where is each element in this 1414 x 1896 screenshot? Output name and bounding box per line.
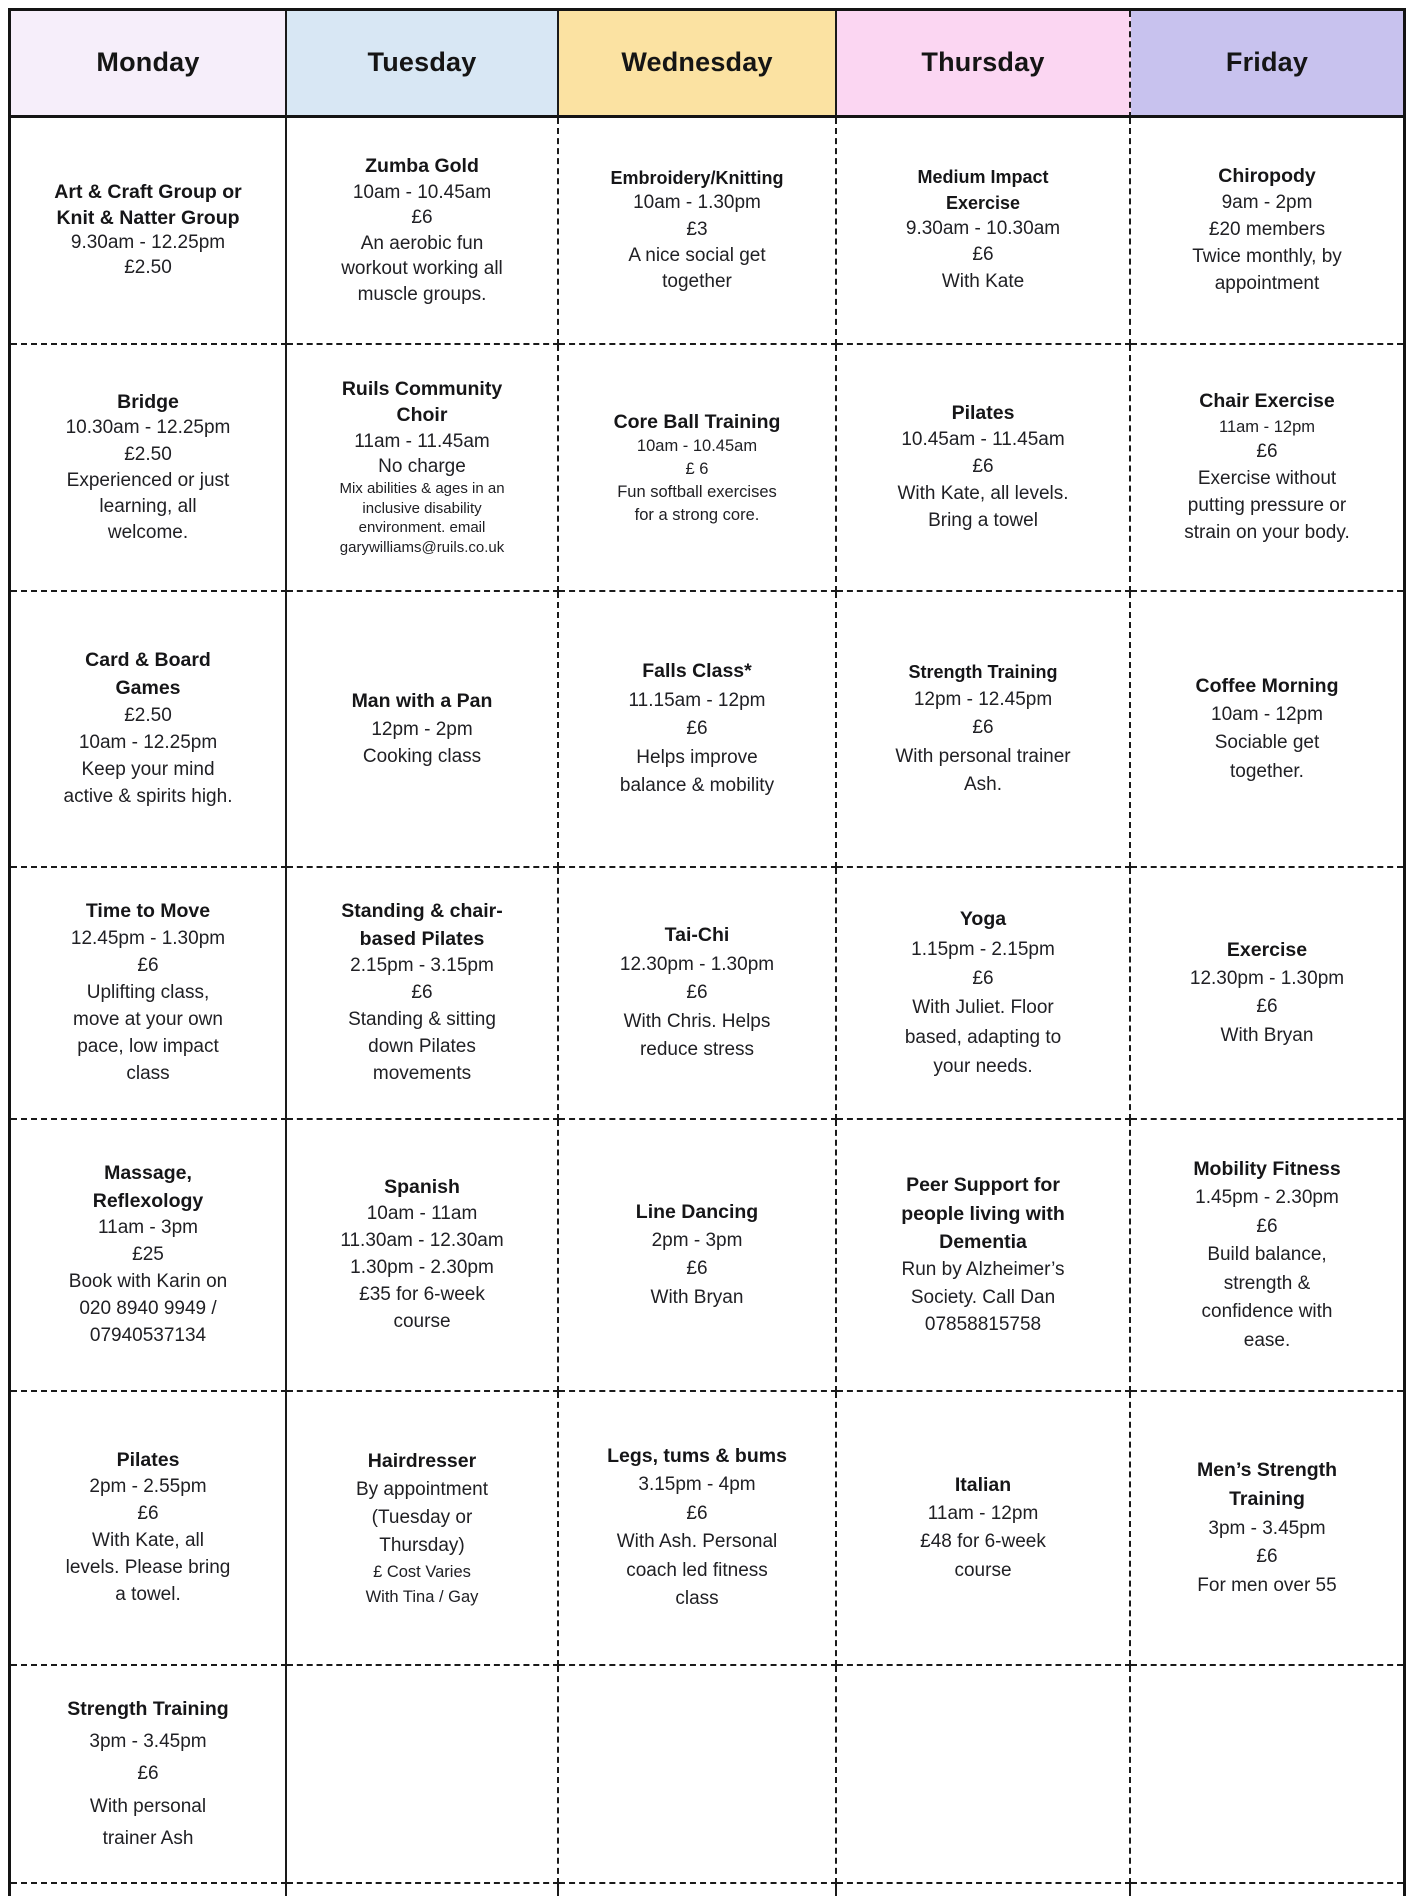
text-line: Strength Training: [908, 661, 1058, 682]
cell-monday-row6: [11, 1392, 287, 1666]
text-line: £6: [686, 982, 708, 1004]
text-line: £6: [137, 954, 159, 976]
text-line: 2.15pm - 3.15pm: [350, 955, 494, 977]
text-line: Dementia: [939, 1230, 1027, 1253]
text-line: £6: [1256, 1546, 1278, 1567]
text-line: £6: [137, 1503, 159, 1525]
text-line: putting pressure or: [1187, 495, 1347, 517]
text-line: £6: [411, 207, 433, 229]
cell-wednesday-clipped: [559, 1884, 837, 1896]
text-line: for a strong core.: [634, 505, 760, 524]
cell-thursday-clipped: [837, 1884, 1131, 1896]
text-line: Chair Exercise: [1199, 390, 1335, 412]
text-line: 3.15pm - 4pm: [638, 1474, 756, 1496]
text-line: Coffee Morning: [1195, 674, 1339, 697]
text-line: appointment: [1214, 273, 1320, 295]
text-line: A nice social get: [628, 244, 766, 266]
text-line: With Chris. Helps: [623, 1010, 771, 1032]
text-line: £20 members: [1208, 219, 1326, 241]
header-thursday: [837, 11, 1131, 118]
cell-monday-row3: [11, 592, 287, 868]
text-line: welcome.: [107, 522, 189, 544]
text-line: Mobility Fitness: [1193, 1157, 1341, 1180]
text-line: Standing & sitting: [348, 1009, 496, 1031]
cell-monday-row2: [11, 345, 287, 592]
text-line: 11.30am - 12.30am: [340, 1230, 504, 1252]
cell-tuesday-row6: [287, 1392, 559, 1666]
text-line: Yoga: [959, 908, 1007, 931]
cell-thursday-row2: [837, 345, 1131, 592]
text-line: together.: [1230, 760, 1304, 782]
cell-thursday-row1: [837, 118, 1131, 345]
text-line: Standing & chair-: [341, 899, 503, 922]
text-line: 07858815758: [924, 1314, 1042, 1336]
text-line: 3pm - 3.45pm: [89, 1730, 207, 1752]
text-line: Sociable get: [1214, 732, 1320, 754]
text-line: people living with: [901, 1202, 1065, 1225]
text-line: 12.45pm - 1.30pm: [70, 927, 226, 949]
text-line: class: [126, 1062, 170, 1084]
text-line: 07940537134: [89, 1325, 207, 1347]
text-line: With personal trainer: [895, 745, 1071, 767]
cell-wednesday-row6: [559, 1392, 837, 1666]
text-line: With Kate, all: [92, 1530, 204, 1552]
header-wednesday: [559, 11, 837, 118]
text-line: £6: [972, 967, 994, 989]
text-line: Thursday): [379, 1535, 465, 1557]
text-line: Uplifting class,: [86, 981, 210, 1003]
timetable-grid: [11, 11, 1403, 1896]
text-line: £6: [972, 717, 994, 738]
cell-wednesday-row5: [559, 1120, 837, 1392]
text-line: Games: [115, 677, 181, 700]
text-line: Core Ball Training: [613, 410, 781, 433]
cell-friday-row4: [1131, 868, 1403, 1120]
text-line: An aerobic fun: [360, 232, 484, 254]
day-label: Friday: [1225, 47, 1309, 78]
text-line: 2pm - 2.55pm: [89, 1476, 207, 1498]
text-line: Hairdresser: [367, 1450, 477, 1472]
text-line: Pilates: [116, 1448, 180, 1471]
text-line: based Pilates: [359, 927, 485, 950]
cell-friday-row1: [1131, 118, 1403, 345]
text-line: reduce stress: [639, 1039, 755, 1061]
text-line: balance & mobility: [619, 775, 775, 797]
text-line: 020 8940 9949 /: [79, 1298, 217, 1320]
cell-thursday-row3: [837, 592, 1131, 868]
text-line: Society. Call Dan: [910, 1286, 1056, 1308]
text-line: Fun softball exercises: [617, 482, 777, 501]
cell-wednesday-row3: [559, 592, 837, 868]
cell-friday-clipped: [1131, 1884, 1403, 1896]
text-line: 12.30pm - 1.30pm: [1189, 967, 1345, 989]
text-line: Keep your mind: [81, 758, 215, 780]
text-line: 1.15pm - 2.15pm: [911, 938, 1055, 960]
text-line: 1.30pm - 2.30pm: [350, 1257, 494, 1279]
text-line: 11am - 12pm: [927, 1502, 1039, 1524]
text-line: 11am - 3pm: [98, 1217, 198, 1239]
cell-tuesday-row2: [287, 345, 559, 592]
text-line: your needs.: [933, 1056, 1033, 1078]
text-line: Pilates: [951, 401, 1015, 424]
text-line: Run by Alzheimer’s: [901, 1259, 1065, 1281]
text-line: No charge: [378, 455, 466, 477]
cell-wednesday-row7: [559, 1666, 837, 1884]
text-line: Chiropody: [1218, 164, 1316, 187]
text-line: £6: [137, 1763, 159, 1785]
text-line: Tai-Chi: [664, 924, 730, 947]
cell-monday-clipped: [11, 1884, 287, 1896]
text-line: learning, all: [99, 496, 197, 518]
text-line: With Bryan: [650, 1286, 744, 1308]
text-line: class: [675, 1588, 719, 1610]
text-line: Zumba Gold: [365, 155, 479, 178]
text-line: With personal: [89, 1795, 207, 1817]
text-line: With Bryan: [1220, 1024, 1314, 1046]
cell-wednesday-row2: [559, 345, 837, 592]
cell-tuesday-row4: [287, 868, 559, 1120]
text-line: Men’s Strength: [1196, 1459, 1338, 1481]
text-line: Exercise: [945, 192, 1021, 213]
cell-tuesday-row7: [287, 1666, 559, 1884]
text-line: By appointment: [355, 1478, 489, 1500]
text-line: Massage,: [104, 1161, 192, 1184]
cell-friday-row7: [1131, 1666, 1403, 1884]
text-line: Embroidery/Knitting: [610, 167, 784, 188]
text-line: 1.45pm - 2.30pm: [1195, 1187, 1339, 1209]
text-line: Mix abilities & ages in an: [339, 479, 505, 497]
text-line: £6: [1256, 441, 1278, 463]
text-line: muscle groups.: [357, 284, 487, 306]
cell-monday-row7: [11, 1666, 287, 1884]
text-line: strength &: [1223, 1272, 1311, 1294]
text-line: £6: [686, 718, 708, 740]
text-line: Experienced or just: [66, 469, 230, 491]
text-line: coach led fitness: [626, 1559, 768, 1581]
text-line: pace, low impact: [77, 1035, 219, 1057]
cell-monday-row1: [11, 118, 287, 345]
text-line: Ash.: [963, 774, 1003, 795]
header-monday: [11, 11, 287, 118]
text-line: Strength Training: [67, 1697, 229, 1720]
cell-monday-row5: [11, 1120, 287, 1392]
text-line: 11.15am - 12pm: [628, 689, 766, 711]
text-line: Falls Class*: [642, 660, 752, 683]
text-line: £48 for 6-week: [920, 1531, 1046, 1553]
text-line: 11am - 11.45am: [354, 430, 490, 452]
text-line: Choir: [396, 403, 448, 426]
text-line: 9.30am - 10.30am: [905, 217, 1061, 239]
text-line: a towel.: [115, 1584, 181, 1606]
text-line: move at your own: [73, 1008, 223, 1030]
cell-tuesday-clipped: [287, 1884, 559, 1896]
text-line: £6: [1256, 1215, 1278, 1237]
text-line: Knit & Natter Group: [56, 206, 240, 229]
text-line: 10am - 11am: [366, 1203, 478, 1225]
text-line: workout working all: [341, 258, 503, 280]
text-line: Man with a Pan: [351, 690, 493, 713]
cell-wednesday-row4: [559, 868, 837, 1120]
text-line: levels. Please bring: [65, 1557, 231, 1579]
text-line: (Tuesday or: [371, 1506, 473, 1528]
cell-friday-row5: [1131, 1120, 1403, 1392]
text-line: £35 for 6-week: [359, 1284, 485, 1306]
text-line: Exercise: [1226, 938, 1308, 961]
text-line: With Kate, all levels.: [897, 483, 1069, 505]
text-line: 10am - 12.25pm: [78, 731, 218, 753]
text-line: 10am - 10.45am: [352, 181, 492, 203]
text-line: Bridge: [117, 390, 179, 413]
text-line: With Ash. Personal: [616, 1531, 778, 1553]
text-line: 10.45am - 11.45am: [901, 429, 1065, 451]
text-line: £6: [972, 456, 994, 478]
text-line: £2.50: [124, 443, 172, 465]
text-line: Twice monthly, by: [1192, 246, 1342, 268]
text-line: 3pm - 3.45pm: [1208, 1517, 1326, 1539]
text-line: inclusive disability: [362, 499, 482, 517]
text-line: 9am - 2pm: [1221, 192, 1313, 214]
text-line: £6: [686, 1502, 708, 1524]
text-line: £25: [132, 1244, 164, 1266]
text-line: £6: [411, 982, 433, 1004]
text-line: course: [954, 1559, 1012, 1581]
text-line: Time to Move: [85, 900, 211, 923]
text-line: course: [393, 1311, 451, 1333]
text-line: With Tina / Gay: [365, 1587, 479, 1606]
text-line: 12pm - 12.45pm: [913, 688, 1053, 710]
text-line: 10am - 12pm: [1211, 703, 1323, 725]
text-line: Build balance,: [1207, 1244, 1327, 1266]
text-line: Legs, tums & bums: [607, 1445, 787, 1468]
text-line: Training: [1229, 1488, 1305, 1511]
cell-thursday-row4: [837, 868, 1131, 1120]
text-line: Exercise without: [1197, 468, 1337, 490]
cell-friday-row3: [1131, 592, 1403, 868]
text-line: For men over 55: [1197, 1574, 1337, 1596]
text-line: ease.: [1243, 1329, 1291, 1351]
text-line: Art & Craft Group or: [54, 181, 242, 204]
text-line: £ Cost Varies: [373, 1563, 471, 1582]
text-line: Bring a towel: [928, 510, 1038, 532]
weekly-timetable: [8, 8, 1406, 1896]
cell-thursday-row7: [837, 1666, 1131, 1884]
text-line: Ruils Community: [341, 378, 503, 401]
day-label: Thursday: [921, 47, 1045, 78]
text-line: £6: [972, 244, 994, 266]
day-label: Tuesday: [367, 47, 477, 78]
text-line: £2.50: [124, 704, 172, 726]
cell-thursday-row6: [837, 1392, 1131, 1666]
cell-monday-row4: [11, 868, 287, 1120]
text-line: together: [662, 271, 732, 293]
text-line: garywilliams@ruils.co.uk: [339, 539, 505, 557]
text-line: Reflexology: [92, 1189, 204, 1212]
cell-tuesday-row3: [287, 592, 559, 868]
text-line: £ 6: [685, 460, 709, 479]
text-line: based, adapting to: [904, 1026, 1062, 1048]
text-line: Spanish: [384, 1175, 460, 1198]
text-line: Line Dancing: [635, 1200, 759, 1223]
text-line: Peer Support for: [906, 1174, 1060, 1197]
text-line: 12.30pm - 1.30pm: [619, 953, 775, 975]
text-line: active & spirits high.: [63, 785, 233, 807]
cell-friday-row2: [1131, 345, 1403, 592]
text-line: With Juliet. Floor: [912, 997, 1054, 1019]
day-label: Monday: [96, 47, 200, 78]
text-line: Italian: [954, 1473, 1012, 1496]
text-line: £6: [1256, 996, 1278, 1018]
text-line: 9.30am - 12.25pm: [70, 232, 226, 254]
text-line: £2.50: [124, 256, 172, 278]
text-line: strain on your body.: [1184, 522, 1350, 544]
cell-wednesday-row1: [559, 118, 837, 345]
text-line: Book with Karin on: [68, 1271, 228, 1293]
text-line: 12pm - 2pm: [371, 718, 473, 740]
cell-tuesday-row5: [287, 1120, 559, 1392]
header-friday: [1131, 11, 1403, 118]
text-line: Helps improve: [636, 746, 758, 768]
text-line: Cooking class: [362, 746, 482, 768]
text-line: 10am - 1.30pm: [633, 192, 761, 214]
text-line: 2pm - 3pm: [651, 1229, 743, 1251]
text-line: 10.30am - 12.25pm: [65, 417, 231, 439]
text-line: movements: [372, 1063, 472, 1085]
header-tuesday: [287, 11, 559, 118]
text-line: Card & Board: [85, 649, 211, 672]
text-line: trainer Ash: [102, 1827, 194, 1849]
text-line: confidence with: [1201, 1301, 1333, 1323]
cell-friday-row6: [1131, 1392, 1403, 1666]
cell-tuesday-row1: [287, 118, 559, 345]
day-label: Wednesday: [621, 47, 773, 78]
text-line: environment. email: [358, 519, 486, 537]
text-line: With Kate: [941, 270, 1025, 292]
text-line: Medium Impact: [917, 167, 1049, 188]
text-line: 11am - 12pm: [1219, 417, 1315, 436]
text-line: down Pilates: [368, 1036, 476, 1058]
text-line: £6: [686, 1258, 708, 1280]
text-line: 10am - 10.45am: [636, 437, 758, 456]
cell-thursday-row5: [837, 1120, 1131, 1392]
text-line: £3: [686, 218, 708, 240]
